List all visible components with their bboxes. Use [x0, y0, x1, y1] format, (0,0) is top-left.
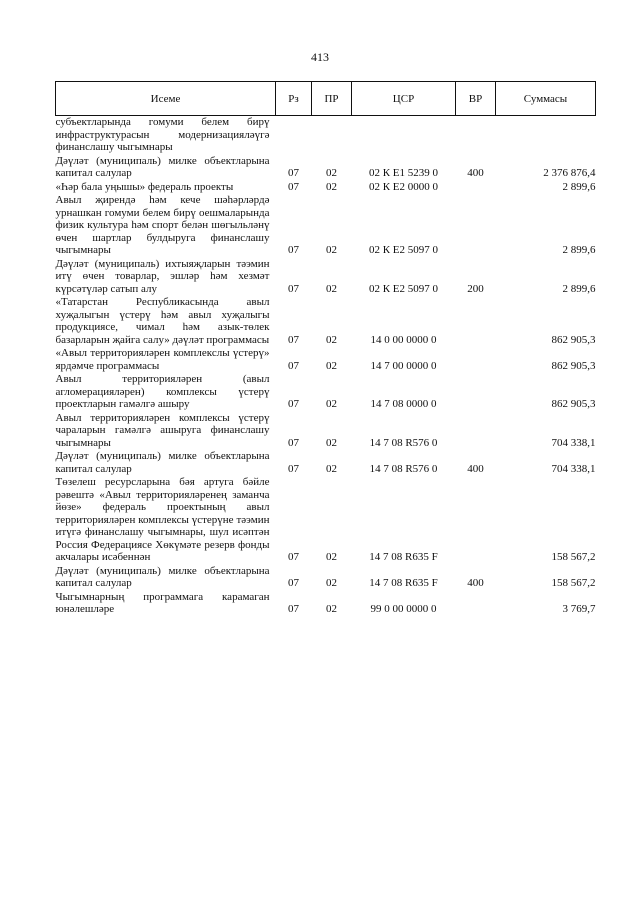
row-csr: 14 7 00 0000 0: [370, 359, 437, 372]
row-name: «Татарстан Республикасында авыл хуҗалыгын үстерү һәм авыл хуҗалыгы продукциясе, чимал һәм азык-төлек базарларын җайга салу» дәүләт программасы: [55, 296, 270, 346]
row-vr: [456, 476, 496, 565]
row-rz: 07: [288, 577, 299, 589]
row-vr: [456, 296, 496, 347]
row-csr: 14 7 08 R576 0: [369, 462, 438, 475]
header-row: [56, 82, 596, 116]
row-sum: 2 899,6: [562, 244, 596, 256]
row-name: «Авыл территорияләрен комплекслы үстерү» ярдәмче программасы: [55, 347, 270, 372]
table-row: [56, 258, 596, 297]
table-row: [56, 476, 596, 565]
row-sum: 3 769,7: [562, 603, 596, 615]
row-sum: 158 567,2: [551, 551, 596, 563]
row-rz: 07: [288, 282, 299, 295]
row-rz: 07: [288, 398, 299, 410]
row-name: Төзелеш ресурсларына бәя артуга бәйле рәвештә «Авыл территорияләренең заманча йөзе» федераль проектының авыл территорияләрен комплексы үстерүне тәэмин итүгә финанслашу чыгымнары, шул исәптән Россия Федерациясе Хөкүмәте резерв фонды акчалары исәбеннән: [55, 476, 270, 563]
budget-table: [55, 81, 596, 617]
row-name: субъектларында гомуми белем бирү инфраструктурасын модернизацияләүгә финанслашу чыгымнары: [55, 116, 270, 153]
row-vr: [456, 194, 496, 258]
row-pr: 02: [326, 436, 337, 449]
table-row: [56, 194, 596, 258]
table-row: [56, 155, 596, 181]
row-pr: 02: [326, 180, 337, 193]
row-sum: 2 376 876,4: [543, 167, 596, 179]
row-csr: 02 К Е2 5097 0: [368, 282, 439, 295]
table-row: [56, 412, 596, 451]
row-sum: 2 899,6: [562, 282, 596, 295]
row-pr: [312, 116, 352, 155]
row-csr: 02 К Е1 5239 0: [368, 167, 439, 179]
row-vr: 200: [467, 282, 484, 295]
row-vr: [456, 591, 496, 617]
row-rz: 07: [288, 359, 299, 372]
row-csr: 02 К Е2 0000 0: [368, 180, 439, 193]
row-sum: 862 905,3: [551, 359, 596, 372]
table-row: [56, 373, 596, 412]
row-vr: 400: [467, 577, 484, 589]
table-row: [56, 116, 596, 155]
row-name: Дәүләт (муниципаль) милке объектларына капитал салулар: [55, 154, 270, 179]
row-name: Авыл җирендә һәм кече шәһәрләрдә урнашкан гомуми белем бирү оешмаларында физик культура һәм спорт белән шөгыльләнү өчен шартлар булдыруга финанслашу чыгымнары: [55, 194, 270, 256]
row-csr: 14 0 00 0000 0: [370, 333, 437, 346]
row-rz: 07: [288, 167, 299, 179]
row-rz: 07: [288, 551, 299, 563]
row-rz: 07: [288, 180, 299, 193]
table-row: [56, 296, 596, 347]
row-pr: 02: [326, 462, 337, 475]
row-rz: 07: [288, 603, 299, 615]
row-name: «Һәр бала уңышы» федераль проекты: [55, 180, 234, 193]
header-name: Исеме: [56, 82, 276, 116]
table-row: [56, 591, 596, 617]
header-sum: Суммасы: [496, 82, 596, 116]
row-pr: 02: [326, 551, 337, 563]
row-rz: 07: [288, 244, 299, 256]
row-vr: [456, 116, 496, 155]
table-row: [56, 450, 596, 476]
row-rz: 07: [288, 333, 299, 346]
row-name: Дәүләт (муниципаль) милке объектларына капитал салулар: [55, 450, 270, 475]
row-sum: [496, 116, 596, 155]
row-sum: 862 905,3: [551, 333, 596, 346]
row-sum: 862 905,3: [551, 398, 596, 410]
row-pr: 02: [326, 167, 337, 179]
table-row: [56, 565, 596, 591]
table-row: [56, 181, 596, 195]
row-csr: 02 К Е2 5097 0: [368, 244, 439, 256]
row-csr: 14 7 08 0000 0: [370, 398, 437, 410]
row-vr: [456, 412, 496, 451]
row-name: Авыл территорияләрен комплексы үстерү чараларын гамәлгә ашыруга финанслашу чыгымнары: [55, 411, 270, 449]
row-name: Дәүләт (муниципаль) милке объектларына капитал салулар: [55, 564, 270, 589]
row-name: Дәүләт (муниципаль) ихтыяҗларын тәэмин итү өчен товарлар, эшләр һәм хезмәт күрсәтүләр сатып алу: [55, 257, 270, 295]
page-number: 413: [311, 50, 329, 64]
row-vr: [456, 347, 496, 373]
header-pr: ПР: [312, 82, 352, 116]
row-name: Авыл территорияләрен (авыл агломерацияләрен) комплексы үстерү проектларын гамәлгә ашыру: [55, 373, 270, 410]
row-vr: [456, 373, 496, 412]
row-csr: 14 7 08 R635 F: [369, 551, 438, 563]
row-rz: [276, 116, 312, 155]
row-sum: 704 338,1: [551, 436, 596, 449]
row-vr: [456, 181, 496, 195]
row-sum: 2 899,6: [562, 180, 596, 193]
row-name: Чыгымнарның программага карамаган юнәлешләре: [55, 590, 270, 615]
row-pr: 02: [326, 333, 337, 346]
row-vr: 400: [467, 462, 484, 475]
row-pr: 02: [326, 603, 337, 615]
row-sum: 704 338,1: [551, 462, 596, 475]
row-csr: 14 7 08 R576 0: [369, 436, 438, 449]
row-pr: 02: [326, 359, 337, 372]
row-pr: 02: [326, 244, 337, 256]
header-csr: ЦСР: [352, 82, 456, 116]
table-row: [56, 347, 596, 373]
row-csr: [352, 116, 456, 155]
row-rz: 07: [288, 462, 299, 475]
row-pr: 02: [326, 398, 337, 410]
row-pr: 02: [326, 577, 337, 589]
row-rz: 07: [288, 436, 299, 449]
row-csr: 14 7 08 R635 F: [369, 577, 438, 589]
header-rz: Рз: [276, 82, 312, 116]
row-vr: 400: [467, 167, 484, 179]
row-pr: 02: [326, 282, 337, 295]
row-sum: 158 567,2: [551, 577, 596, 589]
header-vr: ВР: [456, 82, 496, 116]
row-csr: 99 0 00 0000 0: [370, 603, 437, 615]
